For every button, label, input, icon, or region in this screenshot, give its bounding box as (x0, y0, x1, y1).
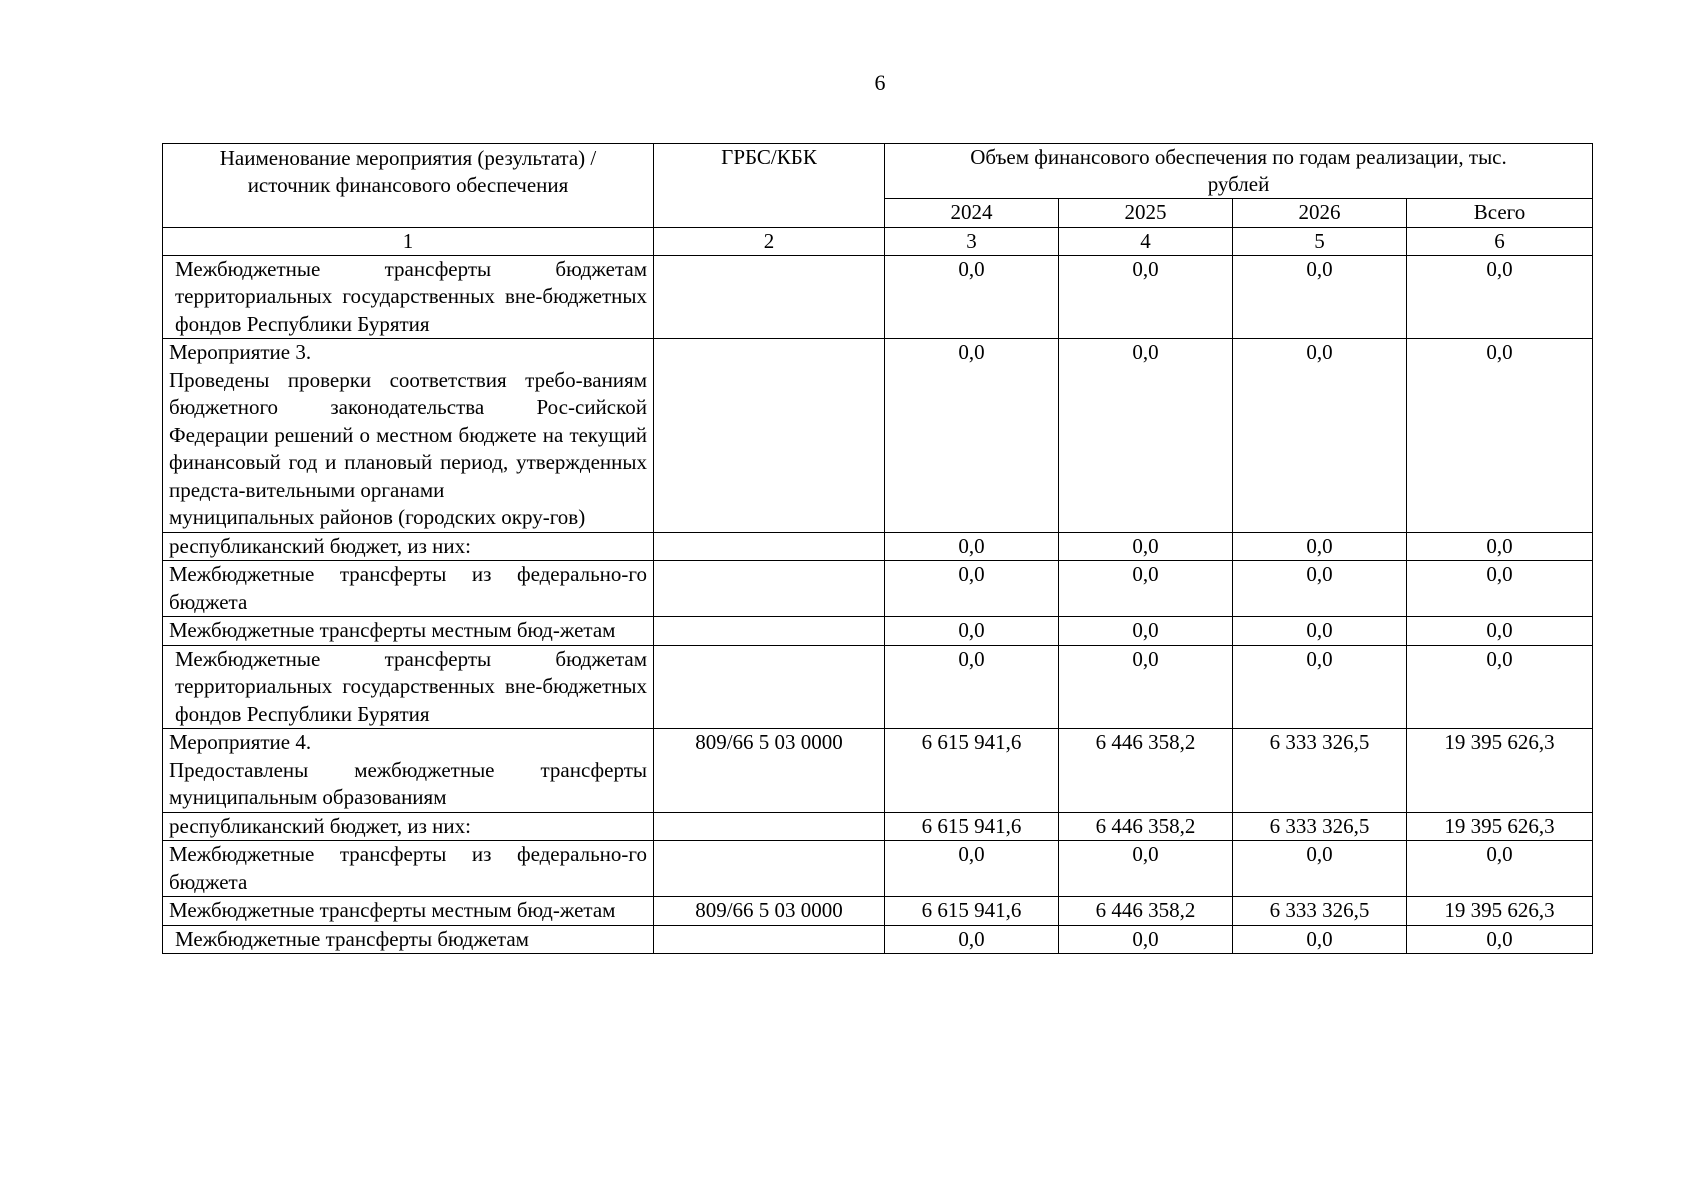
row-year-value-cell: 0,0 (1233, 339, 1407, 533)
row-name-cell: Межбюджетные трансферты из федерально-го бюджета (163, 561, 654, 617)
row-year-value-cell: 0,0 (885, 339, 1059, 533)
row-total-cell: 19 395 626,3 (1407, 897, 1593, 926)
row-total-cell: 0,0 (1407, 255, 1593, 339)
table-row (163, 255, 1593, 339)
table-row (163, 812, 1593, 841)
header-row-top (163, 144, 1593, 199)
row-code-cell (654, 617, 885, 646)
row-code-cell: 809/66 5 03 0000 (654, 897, 885, 926)
header-total: Всего (1407, 199, 1593, 228)
row-year-value-cell: 0,0 (1233, 645, 1407, 729)
row-code-cell (654, 561, 885, 617)
row-name-cell: Межбюджетные трансферты из федерально-го бюджета (163, 841, 654, 897)
row-name-cell: Мероприятие 3. Проведены проверки соответствия требо-ваниям бюджетного законодательства Рос-сийской Федерации решений о местном бюджете на текущий финансовый год и плановый период, утвержденных предста-вительными органами муниципальных районов (городских окру-гов) (163, 339, 654, 533)
header-group-cell: Объем финансового обеспечения по годам реализации, тыс. рублей (885, 144, 1593, 199)
row-year-value-cell: 6 333 326,5 (1233, 729, 1407, 813)
header-row-numbers (163, 227, 1593, 255)
column-number: 5 (1233, 227, 1407, 255)
row-year-value-cell: 0,0 (885, 255, 1059, 339)
table-row (163, 729, 1593, 813)
row-name-cell: Межбюджетные трансферты местным бюд-жетам (163, 897, 654, 926)
table-row (163, 561, 1593, 617)
row-year-value-cell: 0,0 (1233, 561, 1407, 617)
row-code-cell: 809/66 5 03 0000 (654, 729, 885, 813)
row-year-value-cell: 6 615 941,6 (885, 729, 1059, 813)
row-total-cell: 0,0 (1407, 925, 1593, 954)
row-total-cell: 19 395 626,3 (1407, 812, 1593, 841)
column-number: 1 (163, 227, 654, 255)
column-number: 3 (885, 227, 1059, 255)
header-name-cell: Наименование мероприятия (результата) /источник финансового обеспечения (163, 144, 654, 228)
row-name-cell: Межбюджетные трансферты бюджетам территориальных государственных вне-бюджетных фондов Республики Бурятия (163, 255, 654, 339)
row-year-value-cell: 0,0 (885, 841, 1059, 897)
row-code-cell (654, 255, 885, 339)
row-year-value-cell: 6 446 358,2 (1059, 729, 1233, 813)
row-name-cell: Мероприятие 4. Предоставлены межбюджетные трансферты муниципальным образованиям (163, 729, 654, 813)
row-code-cell (654, 925, 885, 954)
row-year-value-cell: 0,0 (1059, 617, 1233, 646)
row-year-value-cell: 0,0 (1233, 255, 1407, 339)
header-code-cell: ГРБС/КБК (654, 144, 885, 228)
page-number: 6 (874, 70, 886, 95)
row-total-cell: 0,0 (1407, 841, 1593, 897)
row-code-cell (654, 532, 885, 561)
row-name-cell: Межбюджетные трансферты бюджетам территориальных государственных вне-бюджетных фондов Республики Бурятия (163, 645, 654, 729)
row-total-cell: 0,0 (1407, 532, 1593, 561)
row-total-cell: 0,0 (1407, 645, 1593, 729)
row-year-value-cell: 0,0 (1233, 841, 1407, 897)
row-name-cell: Межбюджетные трансферты местным бюд-жетам (163, 617, 654, 646)
table-row (163, 617, 1593, 646)
row-code-cell (654, 812, 885, 841)
table-row (163, 532, 1593, 561)
header-year-2025: 2025 (1059, 199, 1233, 228)
table-row (163, 897, 1593, 926)
row-year-value-cell: 6 446 358,2 (1059, 812, 1233, 841)
row-total-cell: 0,0 (1407, 339, 1593, 533)
row-year-value-cell: 0,0 (1059, 339, 1233, 533)
row-year-value-cell: 0,0 (885, 532, 1059, 561)
row-year-value-cell: 0,0 (1233, 617, 1407, 646)
row-year-value-cell: 0,0 (1233, 532, 1407, 561)
table-row (163, 645, 1593, 729)
row-year-value-cell: 0,0 (1059, 255, 1233, 339)
row-year-value-cell: 0,0 (1233, 925, 1407, 954)
row-code-cell (654, 841, 885, 897)
row-year-value-cell: 0,0 (1059, 561, 1233, 617)
row-total-cell: 0,0 (1407, 617, 1593, 646)
row-total-cell: 19 395 626,3 (1407, 729, 1593, 813)
row-year-value-cell: 6 615 941,6 (885, 812, 1059, 841)
column-number: 2 (654, 227, 885, 255)
column-number: 4 (1059, 227, 1233, 255)
row-year-value-cell: 6 333 326,5 (1233, 897, 1407, 926)
row-name-cell: Межбюджетные трансферты бюджетам (163, 925, 654, 954)
row-year-value-cell: 6 446 358,2 (1059, 897, 1233, 926)
row-name-cell: республиканский бюджет, из них: (163, 812, 654, 841)
row-year-value-cell: 0,0 (1059, 645, 1233, 729)
table-row (163, 841, 1593, 897)
row-year-value-cell: 0,0 (885, 925, 1059, 954)
table-row (163, 339, 1593, 533)
row-year-value-cell: 0,0 (885, 617, 1059, 646)
table-row (163, 925, 1593, 954)
row-code-cell (654, 339, 885, 533)
row-year-value-cell: 0,0 (1059, 532, 1233, 561)
row-year-value-cell: 0,0 (1059, 925, 1233, 954)
header-year-2026: 2026 (1233, 199, 1407, 228)
column-number: 6 (1407, 227, 1593, 255)
row-code-cell (654, 645, 885, 729)
header-year-2024: 2024 (885, 199, 1059, 228)
row-year-value-cell: 0,0 (1059, 841, 1233, 897)
row-year-value-cell: 6 333 326,5 (1233, 812, 1407, 841)
row-year-value-cell: 0,0 (885, 561, 1059, 617)
row-total-cell: 0,0 (1407, 561, 1593, 617)
financing-table (162, 143, 1593, 954)
row-name-cell: республиканский бюджет, из них: (163, 532, 654, 561)
row-year-value-cell: 0,0 (885, 645, 1059, 729)
row-year-value-cell: 6 615 941,6 (885, 897, 1059, 926)
